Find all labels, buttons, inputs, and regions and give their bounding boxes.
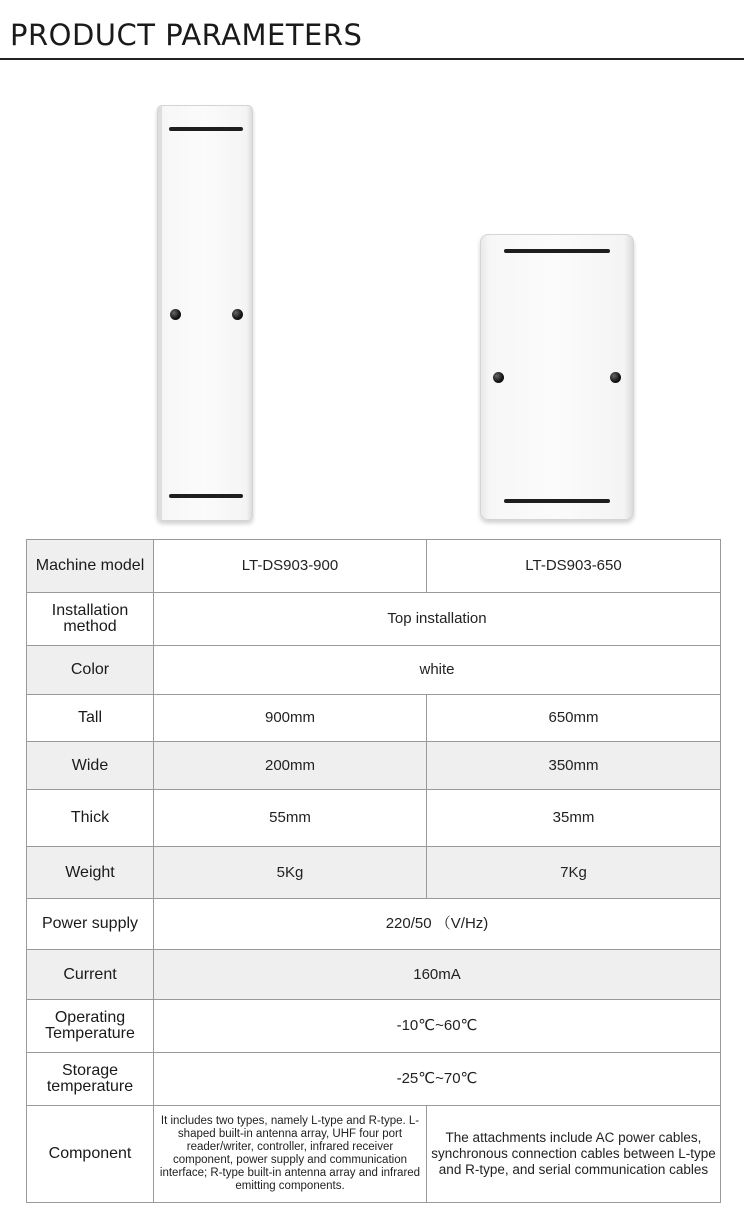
label-current: Current xyxy=(27,950,154,1000)
value-component-a: It includes two types, namely L-type and R-type. L-shaped built-in antenna array, UHF four port reader/writer, controller, infrared receiver component, power supply and communication interface; R-type built-in antenna array and infrared emitting components. xyxy=(154,1106,427,1203)
value-model-a: LT-DS903-900 xyxy=(154,540,427,593)
row-power xyxy=(27,899,721,950)
value-wide-b: 350mm xyxy=(427,742,721,790)
value-thick-a: 55mm xyxy=(154,790,427,847)
label-storage-temperature: Storage temperature xyxy=(27,1053,154,1106)
row-current xyxy=(27,950,721,1000)
top-slot xyxy=(169,127,243,131)
bottom-slot xyxy=(504,499,610,503)
label-machine-model: Machine model xyxy=(27,540,154,593)
page-title: PRODUCT PARAMETERS xyxy=(10,18,363,52)
row-color xyxy=(27,646,721,695)
row-storage-temperature xyxy=(27,1053,721,1106)
value-tall-a: 900mm xyxy=(154,695,427,742)
label-operating-temperature: Operating Temperature xyxy=(27,1000,154,1053)
value-model-b: LT-DS903-650 xyxy=(427,540,721,593)
label-wide: Wide xyxy=(27,742,154,790)
label-power: Power supply xyxy=(27,899,154,950)
top-slot xyxy=(504,249,610,253)
header-divider xyxy=(0,58,744,60)
value-weight-b: 7Kg xyxy=(427,847,721,899)
product-image-tall-unit xyxy=(157,105,253,521)
row-tall xyxy=(27,695,721,742)
value-operating-temperature: -10℃~60℃ xyxy=(154,1000,721,1053)
page-header xyxy=(0,0,744,60)
mount-hole-left xyxy=(170,309,181,320)
row-thick xyxy=(27,790,721,847)
row-wide xyxy=(27,742,721,790)
value-current: 160mA xyxy=(154,950,721,1000)
value-tall-b: 650mm xyxy=(427,695,721,742)
value-storage-temperature: -25℃~70℃ xyxy=(154,1053,721,1106)
mount-hole-left xyxy=(493,372,504,383)
label-component: Component xyxy=(27,1106,154,1203)
value-weight-a: 5Kg xyxy=(154,847,427,899)
row-weight xyxy=(27,847,721,899)
row-machine-model xyxy=(27,540,721,593)
mount-hole-right xyxy=(232,309,243,320)
value-component-b: The attachments include AC power cables, synchronous connection cables between L-type and R-type, and serial communication cables xyxy=(427,1106,721,1203)
row-operating-temperature xyxy=(27,1000,721,1053)
parameters-table xyxy=(26,539,721,1203)
label-thick: Thick xyxy=(27,790,154,847)
bottom-slot xyxy=(169,494,243,498)
value-installation: Top installation xyxy=(154,593,721,646)
row-component xyxy=(27,1106,721,1203)
value-power: 220/50 （V/Hz) xyxy=(154,899,721,950)
value-wide-a: 200mm xyxy=(154,742,427,790)
product-image-wide-unit xyxy=(480,234,634,520)
label-installation: Installation method xyxy=(27,593,154,646)
row-installation xyxy=(27,593,721,646)
label-weight: Weight xyxy=(27,847,154,899)
label-tall: Tall xyxy=(27,695,154,742)
value-color: white xyxy=(154,646,721,695)
value-thick-b: 35mm xyxy=(427,790,721,847)
label-color: Color xyxy=(27,646,154,695)
mount-hole-right xyxy=(610,372,621,383)
